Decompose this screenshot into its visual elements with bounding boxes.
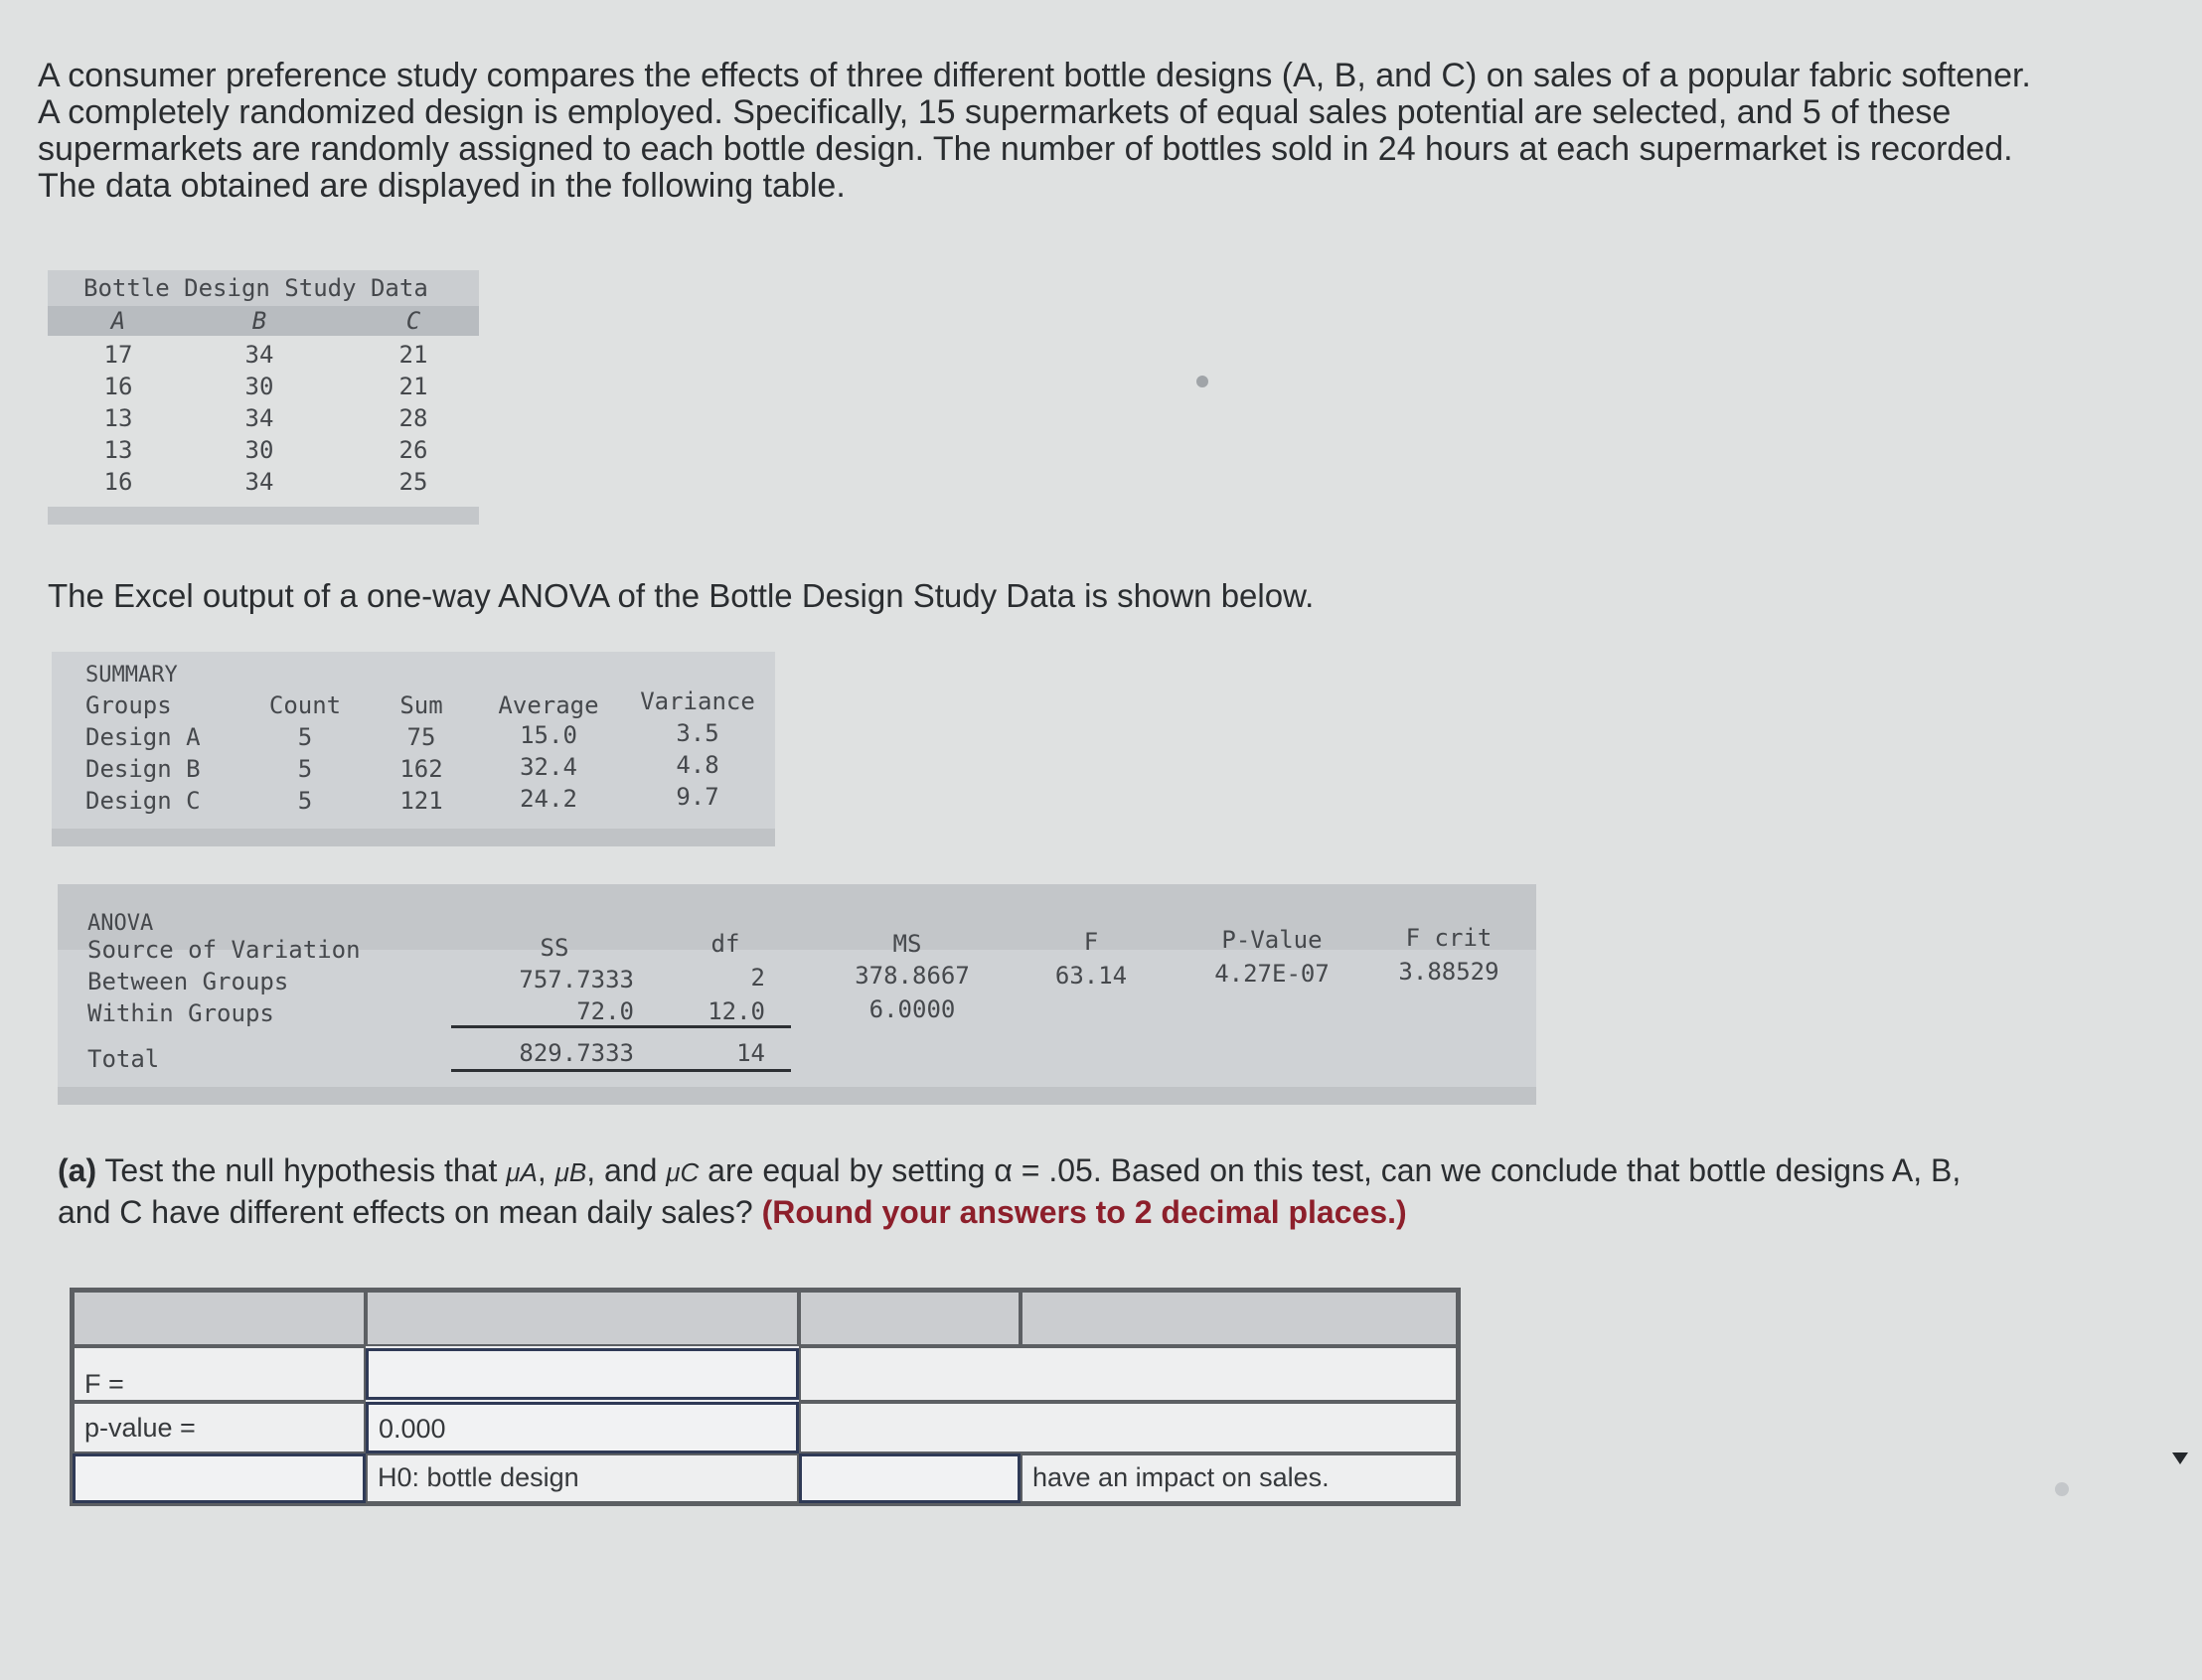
table-cell: 2 [750,964,765,992]
table-cell: 32.4 [520,753,577,781]
table-row [48,435,479,467]
rounding-note: (Round your answers to 2 decimal places.) [761,1194,1407,1230]
summary-header-variance: Variance [640,687,755,715]
table-cell: 34 [244,404,274,432]
pvalue-label: p-value = [73,1402,366,1453]
dot-icon [1196,376,1208,387]
question-text [58,1150,2154,1232]
pvalue-input[interactable]: 0.000 [366,1402,799,1453]
table-row [48,340,479,372]
summary-footer-band [52,829,775,846]
summary-header-groups: Groups [85,691,172,719]
anova-header-ss: SS [540,934,569,962]
table-cell: 3.5 [676,719,719,747]
table-cell: 28 [398,404,428,432]
caret-down-icon [2172,1452,2188,1464]
question-text-before: Test the null hypothesis that [104,1152,498,1188]
table-cell: 21 [398,341,428,369]
table-cell: 34 [244,468,274,496]
intro-line-2: A completely randomized design is employed. Specifically, 15 supermarkets of equal sales potential are selected, and 5 of these [38,93,1952,131]
bottle-header-b: B [251,307,267,335]
question-text-after: are equal by setting α = .05. Based on this test, can we conclude that bottle designs A, B, [708,1152,1962,1188]
summary-row-label: Design B [85,755,201,783]
f-value-input[interactable] [366,1348,799,1400]
table-footer-band [48,507,479,525]
table-cell: 378.8667 [855,962,970,990]
answer-grid [70,1288,1461,1506]
bottle-table-title: Bottle Design Study Data [48,270,479,306]
mu-b-symbol: μB [554,1157,587,1187]
table-cell: 162 [399,755,443,783]
table-cell: 757.7333 [519,966,634,993]
table-row [48,467,479,499]
anova-row-total-label: Total [87,1045,160,1073]
table-cell: 14 [736,1039,765,1067]
anova-header-df: df [710,930,740,958]
anova-header-source: Source of Variation [87,936,361,964]
anova-header-f: F [1083,928,1099,956]
table-cell: 5 [297,723,313,751]
table-cell: 72.0 [576,997,634,1025]
anova-footer-band [58,1087,1536,1105]
table-cell: 21 [398,373,428,400]
anova-row-between-label: Between Groups [87,968,289,995]
table-cell: 16 [103,468,133,496]
summary-header-sum: Sum [399,691,443,719]
table-cell: 25 [398,468,428,496]
bottle-header-c: C [405,307,421,335]
summary-row-label: Design A [85,723,201,751]
answer-header-cell [73,1291,366,1346]
table-row [48,372,479,403]
table-cell: 13 [103,404,133,432]
anova-header-pvalue: P-Value [1221,926,1323,954]
anova-table [58,884,1536,1105]
table-cell: 9.7 [676,783,719,811]
question-label: (a) [58,1152,97,1188]
table-cell: 5 [297,755,313,783]
table-cell: 24.2 [520,785,577,813]
question-line-2 [58,1192,2154,1232]
intro-paragraph [38,58,2144,205]
answer-header-cell [799,1291,1021,1346]
anova-header-fcrit: F crit [1405,924,1493,952]
anova-intro-text: The Excel output of a one-way ANOVA of the Bottle Design Study Data is shown below. [48,577,1315,614]
divider [451,1069,791,1072]
table-cell: 121 [399,787,443,815]
intro-line-4: The data obtained are displayed in the following table. [38,167,846,205]
table-cell: 30 [244,436,274,464]
anova-header-ms: MS [892,930,922,958]
table-cell: 4.27E-07 [1214,960,1330,988]
bottle-header-a: A [110,307,126,335]
table-cell: 3.88529 [1398,958,1499,986]
table-row [48,403,479,435]
divider [451,1025,791,1028]
table-cell: 13 [103,436,133,464]
table-cell: 17 [103,341,133,369]
table-cell: 12.0 [708,997,765,1025]
table-cell: 63.14 [1054,962,1128,990]
table-cell: 6.0000 [868,995,956,1023]
hypothesis-text: H0: bottle design [366,1453,799,1503]
summary-header-average: Average [498,691,599,719]
intro-line-1: A consumer preference study compares the effects of three different bottle designs (A, B, and C) on sales of a popular fabric softener. [38,57,2031,94]
conclusion-text: have an impact on sales. [1021,1453,1458,1503]
table-cell: 15.0 [520,721,577,749]
summary-header-count: Count [268,691,342,719]
answer-blank-cell [799,1346,1458,1402]
anova-row-within-label: Within Groups [87,999,274,1027]
summary-row-label: Design C [85,787,201,815]
bottle-table-header [48,306,479,336]
table-cell: 26 [398,436,428,464]
answer-header-cell [366,1291,799,1346]
summary-table [52,652,775,846]
anova-title: ANOVA [87,911,154,936]
conclusion-select[interactable] [799,1453,1021,1503]
decision-select[interactable] [73,1453,366,1503]
table-cell: 34 [244,341,274,369]
table-cell: 5 [297,787,313,815]
table-cell: 4.8 [676,751,719,779]
answer-blank-cell [799,1402,1458,1453]
table-cell: 829.7333 [519,1039,634,1067]
answer-header-cell [1021,1291,1458,1346]
question-line-2-text: and C have different effects on mean daily sales? [58,1194,753,1230]
mu-a-symbol: μA [506,1157,538,1187]
table-cell: 30 [244,373,274,400]
question-line-1: (a) Test the null hypothesis that μA, μB, and μC are equal by setting α = .05. Based on this test, can we conclude that bottle designs A, B, [58,1152,1962,1188]
bottle-design-table [48,270,479,525]
table-cell: 16 [103,373,133,400]
f-label: F = [73,1346,366,1402]
mu-c-symbol: μC [666,1157,700,1187]
intro-line-3: supermarkets are randomly assigned to each bottle design. The number of bottles sold in 24 hours at each supermarket is recorded. [38,130,2013,168]
dot-icon [2055,1482,2069,1496]
summary-title: SUMMARY [85,663,178,687]
table-cell: 75 [406,723,436,751]
